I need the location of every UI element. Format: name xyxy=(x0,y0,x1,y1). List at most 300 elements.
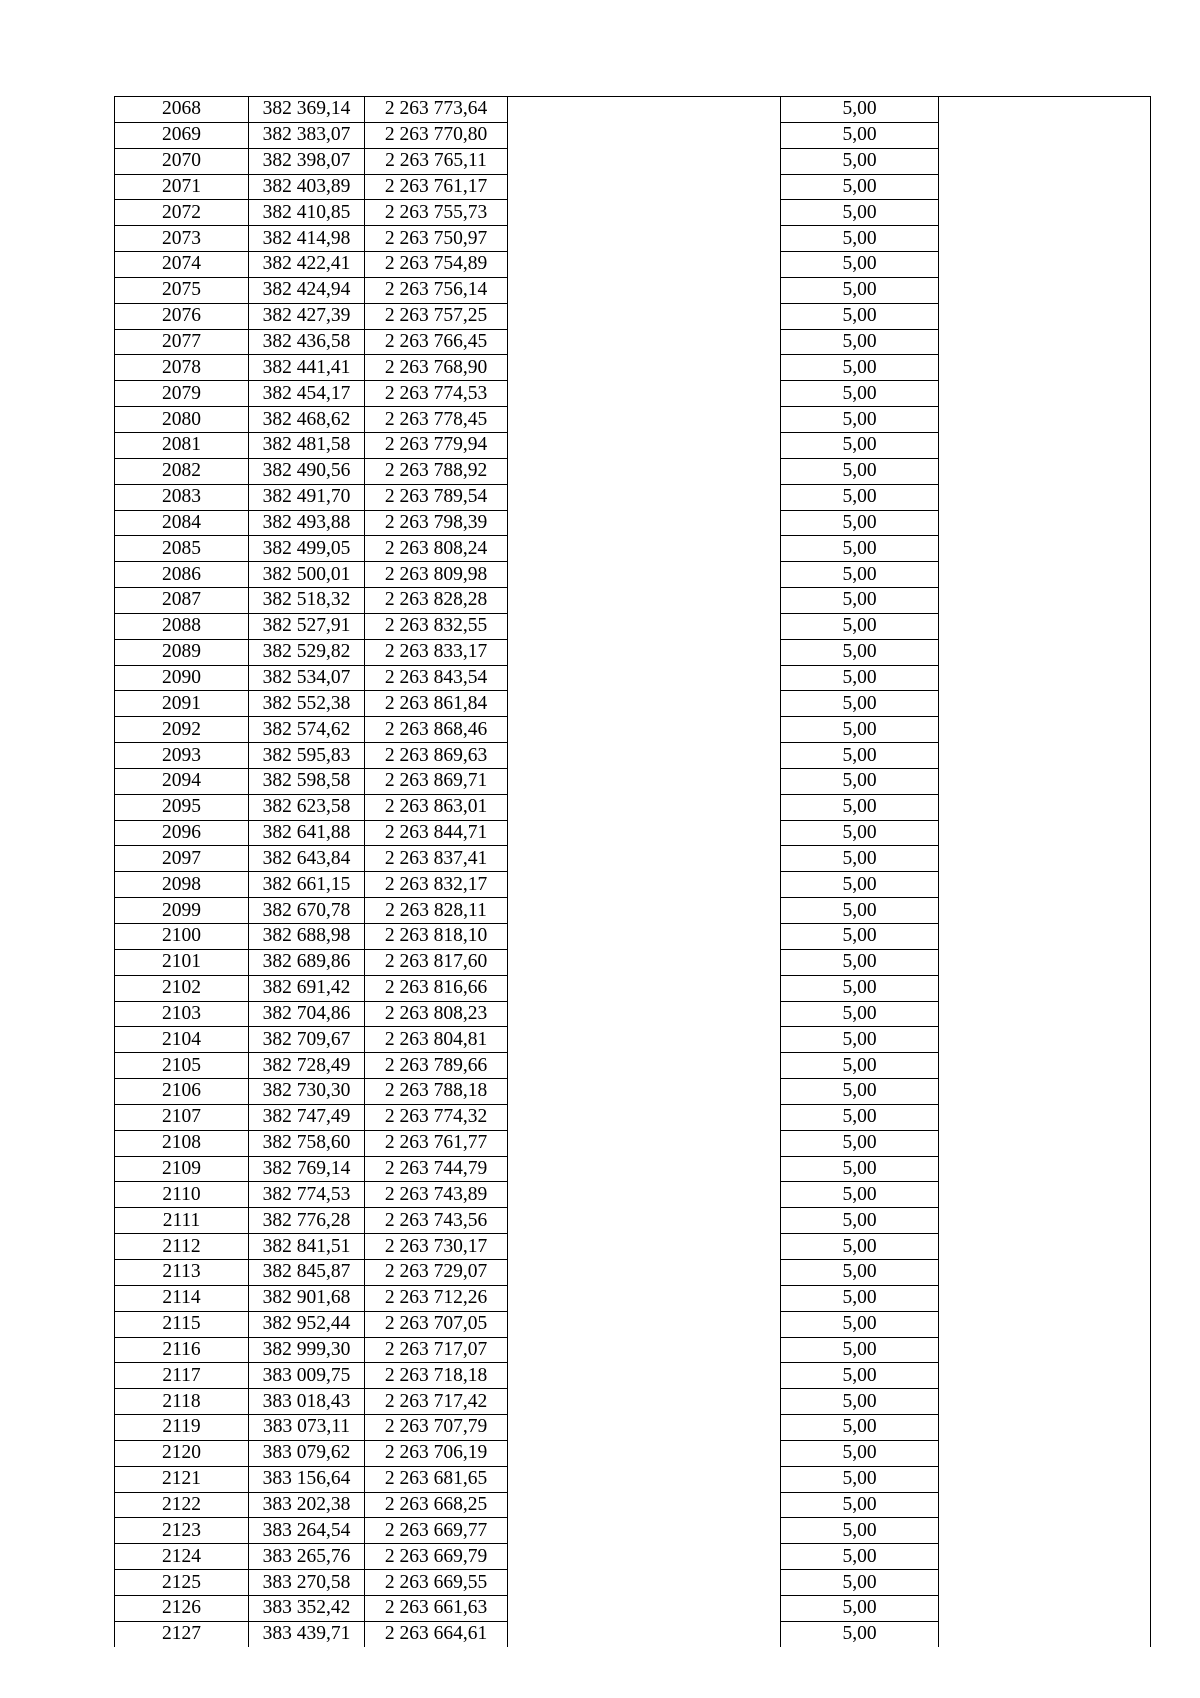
table-row xyxy=(115,148,1151,174)
point-number-cell: 2084 xyxy=(115,510,249,536)
x-coordinate-cell: 382 623,58 xyxy=(249,794,365,820)
value-cell: 5,00 xyxy=(781,536,939,562)
x-coordinate-cell: 383 156,64 xyxy=(249,1466,365,1492)
point-number-cell: 2072 xyxy=(115,200,249,226)
y-coordinate-cell: 2 263 743,89 xyxy=(365,1182,508,1208)
y-coordinate-cell: 2 263 766,45 xyxy=(365,329,508,355)
empty-cell xyxy=(508,794,781,820)
point-number-cell: 2092 xyxy=(115,717,249,743)
empty-cell xyxy=(508,1337,781,1363)
x-coordinate-cell: 382 518,32 xyxy=(249,588,365,614)
note-cell xyxy=(939,1363,1151,1389)
value-cell: 5,00 xyxy=(781,872,939,898)
note-cell xyxy=(939,1079,1151,1105)
value-cell: 5,00 xyxy=(781,588,939,614)
note-cell xyxy=(939,717,1151,743)
empty-cell xyxy=(508,1001,781,1027)
point-number-cell: 2110 xyxy=(115,1182,249,1208)
empty-cell xyxy=(508,846,781,872)
note-cell xyxy=(939,1285,1151,1311)
value-cell: 5,00 xyxy=(781,1027,939,1053)
point-number-cell: 2079 xyxy=(115,381,249,407)
x-coordinate-cell: 382 845,87 xyxy=(249,1259,365,1285)
x-coordinate-cell: 383 265,76 xyxy=(249,1544,365,1570)
table-row xyxy=(115,1208,1151,1234)
empty-cell xyxy=(508,743,781,769)
y-coordinate-cell: 2 263 707,05 xyxy=(365,1311,508,1337)
table-row xyxy=(115,122,1151,148)
table-row xyxy=(115,1104,1151,1130)
value-cell: 5,00 xyxy=(781,1234,939,1260)
y-coordinate-cell: 2 263 789,54 xyxy=(365,484,508,510)
note-cell xyxy=(939,458,1151,484)
note-cell xyxy=(939,303,1151,329)
note-cell xyxy=(939,562,1151,588)
point-number-cell: 2116 xyxy=(115,1337,249,1363)
value-cell: 5,00 xyxy=(781,1621,939,1646)
value-cell: 5,00 xyxy=(781,665,939,691)
note-cell xyxy=(939,743,1151,769)
empty-cell xyxy=(508,717,781,743)
note-cell xyxy=(939,1311,1151,1337)
y-coordinate-cell: 2 263 707,79 xyxy=(365,1415,508,1441)
table-row xyxy=(115,355,1151,381)
table-row xyxy=(115,1079,1151,1105)
point-number-cell: 2119 xyxy=(115,1415,249,1441)
x-coordinate-cell: 382 643,84 xyxy=(249,846,365,872)
table-row xyxy=(115,1053,1151,1079)
x-coordinate-cell: 382 841,51 xyxy=(249,1234,365,1260)
table-row xyxy=(115,252,1151,278)
table-row xyxy=(115,200,1151,226)
y-coordinate-cell: 2 263 770,80 xyxy=(365,122,508,148)
table-row xyxy=(115,407,1151,433)
value-cell: 5,00 xyxy=(781,407,939,433)
table-row xyxy=(115,846,1151,872)
note-cell xyxy=(939,355,1151,381)
value-cell: 5,00 xyxy=(781,562,939,588)
x-coordinate-cell: 382 369,14 xyxy=(249,97,365,123)
point-number-cell: 2093 xyxy=(115,743,249,769)
y-coordinate-cell: 2 263 706,19 xyxy=(365,1440,508,1466)
y-coordinate-cell: 2 263 761,17 xyxy=(365,174,508,200)
y-coordinate-cell: 2 263 717,42 xyxy=(365,1389,508,1415)
y-coordinate-cell: 2 263 669,77 xyxy=(365,1518,508,1544)
value-cell: 5,00 xyxy=(781,820,939,846)
value-cell: 5,00 xyxy=(781,639,939,665)
value-cell: 5,00 xyxy=(781,226,939,252)
value-cell: 5,00 xyxy=(781,329,939,355)
note-cell xyxy=(939,898,1151,924)
empty-cell xyxy=(508,1518,781,1544)
value-cell: 5,00 xyxy=(781,432,939,458)
x-coordinate-cell: 382 441,41 xyxy=(249,355,365,381)
empty-cell xyxy=(508,1234,781,1260)
empty-cell xyxy=(508,1208,781,1234)
x-coordinate-cell: 382 398,07 xyxy=(249,148,365,174)
empty-cell xyxy=(508,1079,781,1105)
x-coordinate-cell: 382 454,17 xyxy=(249,381,365,407)
note-cell xyxy=(939,97,1151,123)
point-number-cell: 2080 xyxy=(115,407,249,433)
y-coordinate-cell: 2 263 774,32 xyxy=(365,1104,508,1130)
table-row xyxy=(115,794,1151,820)
point-number-cell: 2077 xyxy=(115,329,249,355)
empty-cell xyxy=(508,1363,781,1389)
point-number-cell: 2082 xyxy=(115,458,249,484)
empty-cell xyxy=(508,1311,781,1337)
x-coordinate-cell: 382 774,53 xyxy=(249,1182,365,1208)
x-coordinate-cell: 382 414,98 xyxy=(249,226,365,252)
empty-cell xyxy=(508,820,781,846)
value-cell: 5,00 xyxy=(781,691,939,717)
note-cell xyxy=(939,1518,1151,1544)
y-coordinate-cell: 2 263 744,79 xyxy=(365,1156,508,1182)
table-row xyxy=(115,743,1151,769)
x-coordinate-cell: 382 552,38 xyxy=(249,691,365,717)
table-row xyxy=(115,1363,1151,1389)
table-row xyxy=(115,510,1151,536)
table-row xyxy=(115,1285,1151,1311)
x-coordinate-cell: 382 468,62 xyxy=(249,407,365,433)
note-cell xyxy=(939,432,1151,458)
point-number-cell: 2071 xyxy=(115,174,249,200)
point-number-cell: 2076 xyxy=(115,303,249,329)
table-row xyxy=(115,1466,1151,1492)
x-coordinate-cell: 382 901,68 xyxy=(249,1285,365,1311)
table-row xyxy=(115,1001,1151,1027)
note-cell xyxy=(939,1621,1151,1646)
value-cell: 5,00 xyxy=(781,1208,939,1234)
y-coordinate-cell: 2 263 843,54 xyxy=(365,665,508,691)
y-coordinate-cell: 2 263 832,55 xyxy=(365,613,508,639)
point-number-cell: 2078 xyxy=(115,355,249,381)
x-coordinate-cell: 382 436,58 xyxy=(249,329,365,355)
value-cell: 5,00 xyxy=(781,1053,939,1079)
value-cell: 5,00 xyxy=(781,148,939,174)
empty-cell xyxy=(508,949,781,975)
point-number-cell: 2126 xyxy=(115,1595,249,1621)
note-cell xyxy=(939,148,1151,174)
empty-cell xyxy=(508,277,781,303)
note-cell xyxy=(939,329,1151,355)
y-coordinate-cell: 2 263 808,23 xyxy=(365,1001,508,1027)
value-cell: 5,00 xyxy=(781,355,939,381)
table-row xyxy=(115,1570,1151,1596)
x-coordinate-cell: 382 529,82 xyxy=(249,639,365,665)
empty-cell xyxy=(508,768,781,794)
x-coordinate-cell: 382 769,14 xyxy=(249,1156,365,1182)
point-number-cell: 2090 xyxy=(115,665,249,691)
x-coordinate-cell: 383 439,71 xyxy=(249,1621,365,1646)
table-row xyxy=(115,820,1151,846)
empty-cell xyxy=(508,562,781,588)
y-coordinate-cell: 2 263 798,39 xyxy=(365,510,508,536)
value-cell: 5,00 xyxy=(781,1595,939,1621)
value-cell: 5,00 xyxy=(781,768,939,794)
value-cell: 5,00 xyxy=(781,924,939,950)
point-number-cell: 2108 xyxy=(115,1130,249,1156)
value-cell: 5,00 xyxy=(781,1130,939,1156)
point-number-cell: 2085 xyxy=(115,536,249,562)
note-cell xyxy=(939,1104,1151,1130)
point-number-cell: 2097 xyxy=(115,846,249,872)
value-cell: 5,00 xyxy=(781,794,939,820)
value-cell: 5,00 xyxy=(781,174,939,200)
point-number-cell: 2088 xyxy=(115,613,249,639)
y-coordinate-cell: 2 263 869,71 xyxy=(365,768,508,794)
x-coordinate-cell: 383 352,42 xyxy=(249,1595,365,1621)
y-coordinate-cell: 2 263 816,66 xyxy=(365,975,508,1001)
point-number-cell: 2121 xyxy=(115,1466,249,1492)
y-coordinate-cell: 2 263 761,77 xyxy=(365,1130,508,1156)
table-row xyxy=(115,1311,1151,1337)
y-coordinate-cell: 2 263 756,14 xyxy=(365,277,508,303)
point-number-cell: 2109 xyxy=(115,1156,249,1182)
x-coordinate-cell: 383 009,75 xyxy=(249,1363,365,1389)
value-cell: 5,00 xyxy=(781,122,939,148)
note-cell xyxy=(939,510,1151,536)
table-row xyxy=(115,1337,1151,1363)
point-number-cell: 2100 xyxy=(115,924,249,950)
x-coordinate-cell: 382 383,07 xyxy=(249,122,365,148)
note-cell xyxy=(939,820,1151,846)
empty-cell xyxy=(508,1130,781,1156)
value-cell: 5,00 xyxy=(781,1079,939,1105)
y-coordinate-cell: 2 263 788,18 xyxy=(365,1079,508,1105)
empty-cell xyxy=(508,174,781,200)
note-cell xyxy=(939,252,1151,278)
x-coordinate-cell: 383 073,11 xyxy=(249,1415,365,1441)
table-row xyxy=(115,432,1151,458)
point-number-cell: 2096 xyxy=(115,820,249,846)
empty-cell xyxy=(508,1415,781,1441)
empty-cell xyxy=(508,510,781,536)
x-coordinate-cell: 382 499,05 xyxy=(249,536,365,562)
table-row xyxy=(115,1518,1151,1544)
value-cell: 5,00 xyxy=(781,1156,939,1182)
note-cell xyxy=(939,846,1151,872)
empty-cell xyxy=(508,355,781,381)
y-coordinate-cell: 2 263 833,17 xyxy=(365,639,508,665)
y-coordinate-cell: 2 263 828,28 xyxy=(365,588,508,614)
point-number-cell: 2117 xyxy=(115,1363,249,1389)
value-cell: 5,00 xyxy=(781,1466,939,1492)
empty-cell xyxy=(508,691,781,717)
table-body xyxy=(115,97,1151,1647)
y-coordinate-cell: 2 263 743,56 xyxy=(365,1208,508,1234)
point-number-cell: 2075 xyxy=(115,277,249,303)
empty-cell xyxy=(508,665,781,691)
note-cell xyxy=(939,872,1151,898)
note-cell xyxy=(939,381,1151,407)
note-cell xyxy=(939,1182,1151,1208)
note-cell xyxy=(939,226,1151,252)
x-coordinate-cell: 382 424,94 xyxy=(249,277,365,303)
note-cell xyxy=(939,484,1151,510)
point-number-cell: 2123 xyxy=(115,1518,249,1544)
point-number-cell: 2098 xyxy=(115,872,249,898)
note-cell xyxy=(939,1415,1151,1441)
note-cell xyxy=(939,200,1151,226)
table-row xyxy=(115,536,1151,562)
point-number-cell: 2114 xyxy=(115,1285,249,1311)
x-coordinate-cell: 382 689,86 xyxy=(249,949,365,975)
point-number-cell: 2104 xyxy=(115,1027,249,1053)
note-cell xyxy=(939,975,1151,1001)
value-cell: 5,00 xyxy=(781,277,939,303)
table-row xyxy=(115,277,1151,303)
y-coordinate-cell: 2 263 773,64 xyxy=(365,97,508,123)
note-cell xyxy=(939,122,1151,148)
y-coordinate-cell: 2 263 750,97 xyxy=(365,226,508,252)
x-coordinate-cell: 382 999,30 xyxy=(249,1337,365,1363)
note-cell xyxy=(939,1234,1151,1260)
note-cell xyxy=(939,277,1151,303)
empty-cell xyxy=(508,975,781,1001)
empty-cell xyxy=(508,1440,781,1466)
empty-cell xyxy=(508,1389,781,1415)
empty-cell xyxy=(508,407,781,433)
note-cell xyxy=(939,1544,1151,1570)
point-number-cell: 2099 xyxy=(115,898,249,924)
note-cell xyxy=(939,1440,1151,1466)
point-number-cell: 2086 xyxy=(115,562,249,588)
y-coordinate-cell: 2 263 868,46 xyxy=(365,717,508,743)
point-number-cell: 2070 xyxy=(115,148,249,174)
point-number-cell: 2083 xyxy=(115,484,249,510)
value-cell: 5,00 xyxy=(781,1389,939,1415)
table-row xyxy=(115,1415,1151,1441)
empty-cell xyxy=(508,1621,781,1646)
y-coordinate-cell: 2 263 661,63 xyxy=(365,1595,508,1621)
point-number-cell: 2107 xyxy=(115,1104,249,1130)
note-cell xyxy=(939,1208,1151,1234)
table-row xyxy=(115,1130,1151,1156)
table-row xyxy=(115,1234,1151,1260)
empty-cell xyxy=(508,200,781,226)
x-coordinate-cell: 382 403,89 xyxy=(249,174,365,200)
x-coordinate-cell: 382 427,39 xyxy=(249,303,365,329)
y-coordinate-cell: 2 263 664,61 xyxy=(365,1621,508,1646)
note-cell xyxy=(939,536,1151,562)
table-row xyxy=(115,97,1151,123)
empty-cell xyxy=(508,613,781,639)
table-row xyxy=(115,924,1151,950)
note-cell xyxy=(939,794,1151,820)
y-coordinate-cell: 2 263 869,63 xyxy=(365,743,508,769)
point-number-cell: 2101 xyxy=(115,949,249,975)
x-coordinate-cell: 382 527,91 xyxy=(249,613,365,639)
note-cell xyxy=(939,1466,1151,1492)
note-cell xyxy=(939,1570,1151,1596)
empty-cell xyxy=(508,1259,781,1285)
empty-cell xyxy=(508,1182,781,1208)
value-cell: 5,00 xyxy=(781,1285,939,1311)
table-row xyxy=(115,1621,1151,1646)
y-coordinate-cell: 2 263 757,25 xyxy=(365,303,508,329)
empty-cell xyxy=(508,97,781,123)
table-row xyxy=(115,458,1151,484)
note-cell xyxy=(939,924,1151,950)
table-row xyxy=(115,303,1151,329)
empty-cell xyxy=(508,1027,781,1053)
value-cell: 5,00 xyxy=(781,1518,939,1544)
empty-cell xyxy=(508,303,781,329)
empty-cell xyxy=(508,872,781,898)
x-coordinate-cell: 382 952,44 xyxy=(249,1311,365,1337)
value-cell: 5,00 xyxy=(781,303,939,329)
x-coordinate-cell: 382 490,56 xyxy=(249,458,365,484)
y-coordinate-cell: 2 263 765,11 xyxy=(365,148,508,174)
point-number-cell: 2125 xyxy=(115,1570,249,1596)
empty-cell xyxy=(508,122,781,148)
y-coordinate-cell: 2 263 718,18 xyxy=(365,1363,508,1389)
value-cell: 5,00 xyxy=(781,898,939,924)
table-row xyxy=(115,613,1151,639)
x-coordinate-cell: 382 691,42 xyxy=(249,975,365,1001)
y-coordinate-cell: 2 263 844,71 xyxy=(365,820,508,846)
value-cell: 5,00 xyxy=(781,613,939,639)
y-coordinate-cell: 2 263 755,73 xyxy=(365,200,508,226)
point-number-cell: 2127 xyxy=(115,1621,249,1646)
note-cell xyxy=(939,1595,1151,1621)
value-cell: 5,00 xyxy=(781,200,939,226)
value-cell: 5,00 xyxy=(781,381,939,407)
point-number-cell: 2091 xyxy=(115,691,249,717)
table-row xyxy=(115,562,1151,588)
y-coordinate-cell: 2 263 828,11 xyxy=(365,898,508,924)
x-coordinate-cell: 382 641,88 xyxy=(249,820,365,846)
empty-cell xyxy=(508,148,781,174)
point-number-cell: 2089 xyxy=(115,639,249,665)
y-coordinate-cell: 2 263 818,10 xyxy=(365,924,508,950)
table-row xyxy=(115,1389,1151,1415)
point-number-cell: 2105 xyxy=(115,1053,249,1079)
point-number-cell: 2102 xyxy=(115,975,249,1001)
value-cell: 5,00 xyxy=(781,1544,939,1570)
note-cell xyxy=(939,691,1151,717)
y-coordinate-cell: 2 263 809,98 xyxy=(365,562,508,588)
point-number-cell: 2115 xyxy=(115,1311,249,1337)
x-coordinate-cell: 383 264,54 xyxy=(249,1518,365,1544)
y-coordinate-cell: 2 263 779,94 xyxy=(365,432,508,458)
note-cell xyxy=(939,1027,1151,1053)
point-number-cell: 2073 xyxy=(115,226,249,252)
x-coordinate-cell: 382 410,85 xyxy=(249,200,365,226)
table-row xyxy=(115,226,1151,252)
table-row xyxy=(115,381,1151,407)
x-coordinate-cell: 382 747,49 xyxy=(249,1104,365,1130)
table-row xyxy=(115,1492,1151,1518)
x-coordinate-cell: 382 500,01 xyxy=(249,562,365,588)
value-cell: 5,00 xyxy=(781,1001,939,1027)
point-number-cell: 2113 xyxy=(115,1259,249,1285)
note-cell xyxy=(939,1053,1151,1079)
empty-cell xyxy=(508,588,781,614)
y-coordinate-cell: 2 263 788,92 xyxy=(365,458,508,484)
note-cell xyxy=(939,174,1151,200)
note-cell xyxy=(939,407,1151,433)
empty-cell xyxy=(508,1544,781,1570)
x-coordinate-cell: 382 730,30 xyxy=(249,1079,365,1105)
x-coordinate-cell: 382 493,88 xyxy=(249,510,365,536)
value-cell: 5,00 xyxy=(781,252,939,278)
x-coordinate-cell: 382 709,67 xyxy=(249,1027,365,1053)
empty-cell xyxy=(508,484,781,510)
y-coordinate-cell: 2 263 808,24 xyxy=(365,536,508,562)
y-coordinate-cell: 2 263 730,17 xyxy=(365,1234,508,1260)
